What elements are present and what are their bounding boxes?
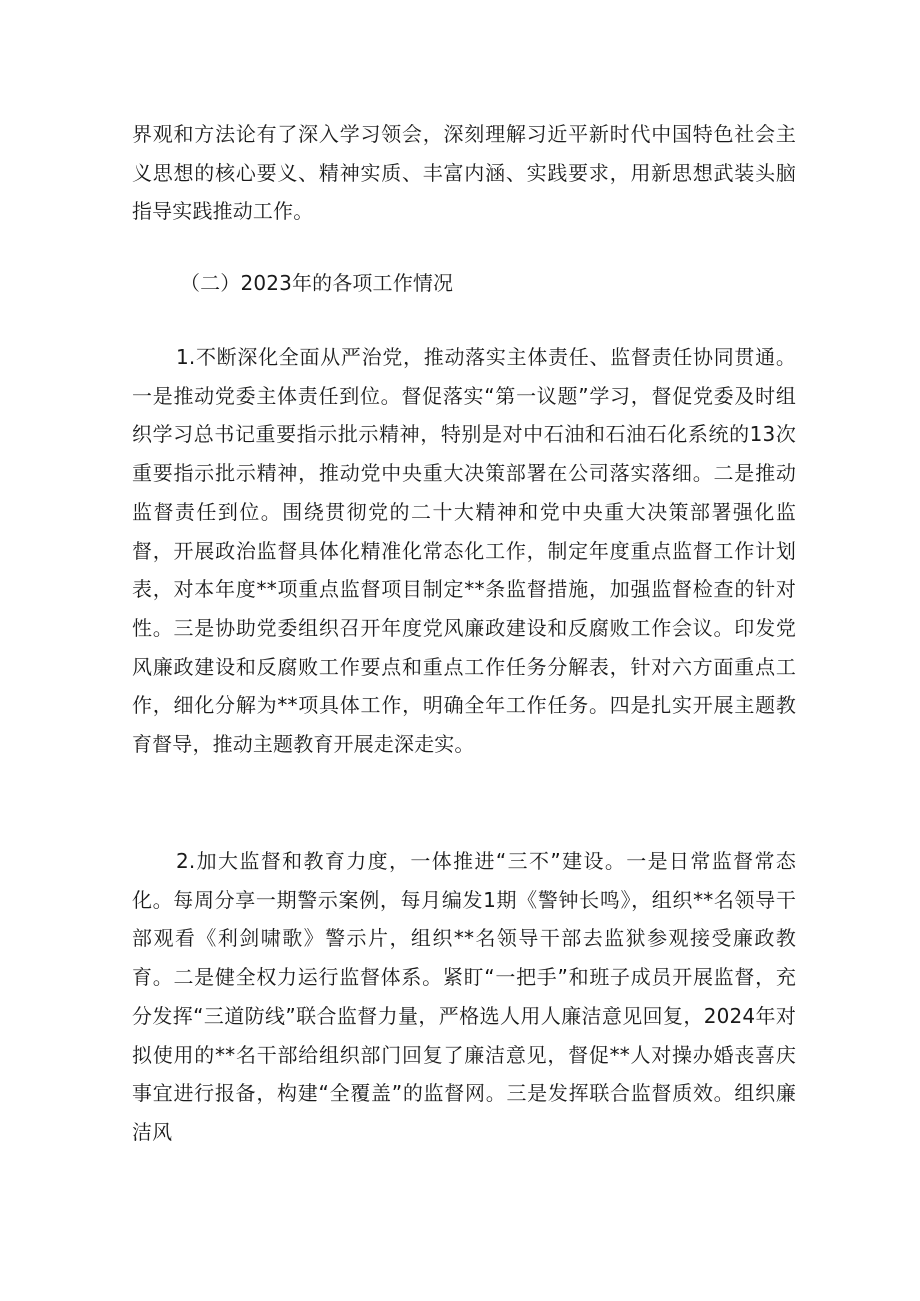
item-two-paragraph: 2.加大监督和教育力度，一体推进“三不”建设。一是日常监督常态化。每周分享一期警示案例，每月编发1期《警钟长鸣》，组织**名领导干部观看《利剑啸歌》警示片，组织**名领导干部去监狱参观接受廉政教育。二是健全权力运行监督体系。紧盯“一把手”和班子成员开展监督，充分发挥“三道防线”联合监督力量，严格选人用人廉洁意见回复，2024年对拟使用的**名干部给组织部门回复了廉洁意见，督促**人对操办婚丧喜庆事宜进行报备，构建“全覆盖”的监督网。三是发挥联合监督质效。组织廉洁风	[132, 849, 796, 1144]
item-one-paragraph: 1.不断深化全面从严治党，推动落实主体责任、监督责任协同贯通。一是推动党委主体责任到位。督促落实“第一议题”学习，督促党委及时组织学习总书记重要指示批示精神，特别是对中石油和石油石化系统的13次重要指示批示精神，推动党中央重大决策部署在公司落实落细。二是推动监督责任到位。围绕贯彻党的二十大精神和党中央重大决策部署强化监督，开展政治监督具体化精准化常态化工作，制定年度重点监督工作计划表，对本年度**项重点监督项目制定**条监督措施，加强监督检查的针对性。三是协助党委组织召开年度党风廉政建设和反腐败工作会议。印发党风廉政建设和反腐败工作要点和重点工作任务分解表，针对六方面重点工作，细化分解为**项具体工作，明确全年工作任务。四是扎实开展主题教育督导，推动主题教育开展走深走实。	[132, 345, 796, 757]
section-heading: （二）2023年的各项工作情况	[180, 271, 454, 295]
intro-paragraph: 界观和方法论有了深入学习领会，深刻理解习近平新时代中国特色社会主义思想的核心要义、精神实质、丰富内涵、实践要求，用新思想武装头脑指导实践推动工作。	[132, 122, 796, 224]
